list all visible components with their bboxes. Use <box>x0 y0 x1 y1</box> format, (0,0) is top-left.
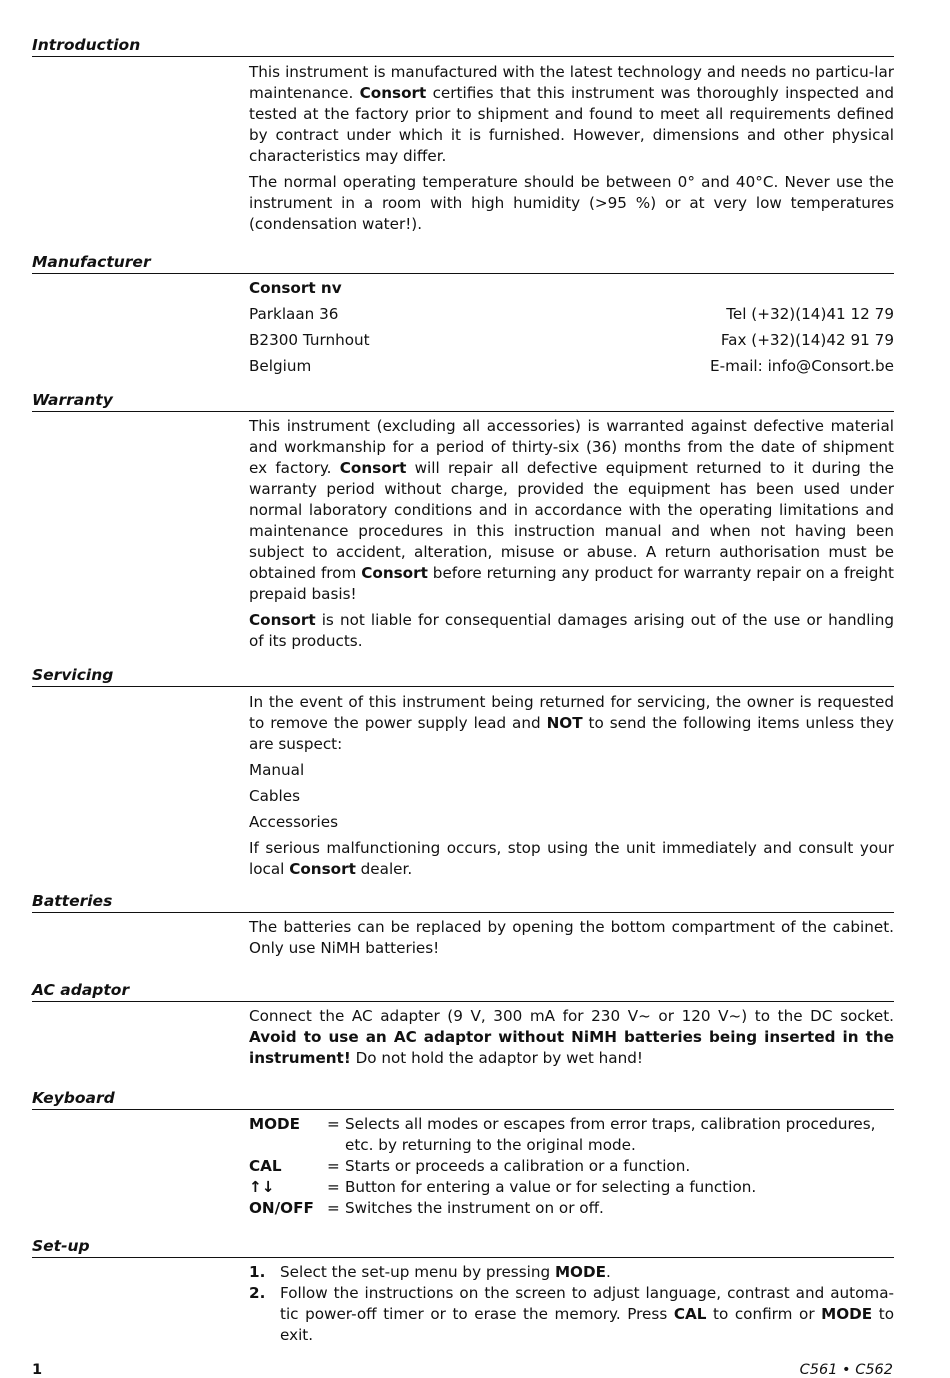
company-name: Consort nv <box>249 279 342 297</box>
section-heading-keyboard: Keyboard <box>32 1089 894 1110</box>
keyboard-row-onoff: ON/OFF = Switches the instrument on or off. <box>249 1199 604 1217</box>
address-row: B2300 Turnhout Fax (+32)(14)42 91 79 <box>249 330 894 356</box>
section-heading-servicing: Servicing <box>32 666 894 687</box>
servicing-body <box>249 692 894 885</box>
key-on-off: ON/OFF <box>249 1199 314 1217</box>
introduction-paragraph-1: This instrument is manufactured with the latest technology and needs no particu-lar maintenance. Consort certifies that this instrument was thoroughly inspected and tested at the factory prior to shipment and found to meet all requirements defined by contract under which it is furnished. However, dimensions and other physical characteristics may differ. <box>249 63 894 165</box>
keyboard-row-mode: MODE = Selects all modes or escapes from error traps, calibration procedures, etc. by returning to the original mode. <box>249 1115 876 1154</box>
list-item: Accessories <box>249 813 339 831</box>
address-row: Parklaan 36 Tel (+32)(14)41 12 79 <box>249 304 894 330</box>
list-item: Manual <box>249 761 305 779</box>
email-address: E-mail: info@Consort.be <box>710 357 894 375</box>
up-down-arrows-icon: ↑↓ <box>249 1178 275 1196</box>
manufacturer-body <box>249 278 894 382</box>
setup-step-1: 1. Select the set-up menu by pressing MODE. <box>249 1263 611 1281</box>
phone-number: Tel (+32)(14)41 12 79 <box>726 305 894 323</box>
page-number: 1 <box>32 1362 43 1378</box>
ac-adaptor-body <box>249 1006 894 1074</box>
warranty-paragraph-2: Consort is not liable for consequential damages arising out of the use or handling of its products. <box>249 611 894 650</box>
setup-body <box>249 1262 894 1346</box>
section-heading-batteries: Batteries <box>32 892 894 913</box>
key-cal: CAL <box>249 1157 282 1175</box>
model-number: C561 • C562 <box>799 1362 893 1378</box>
batteries-paragraph: The batteries can be replaced by opening the bottom compartment of the cabinet. Only use NiMH batteries! <box>249 918 894 957</box>
servicing-paragraph-1: In the event of this instrument being returned for servicing, the owner is requested to remove the power supply lead and NOT to send the following items unless they are suspect: <box>249 693 894 753</box>
warranty-paragraph-1: This instrument (excluding all accessories) is warranted against defective material and workmanship for a period of thirty-six (36) months from the date of shipment ex factory. Consort will repair all defective equipment returned to it during the warranty period without charge, provided the equipment has been used under normal laboratory conditions and in accordance with the operating limitations and maintenance procedures in this instruction manual and when not having been subject to accident, alteration, misuse or abuse. A return authorisation must be obtained from Consort before returning any product for warranty repair on a freight prepaid basis! <box>249 417 894 603</box>
section-heading-warranty: Warranty <box>32 391 894 412</box>
keyboard-row-cal: CAL = Starts or proceeds a calibration or a function. <box>249 1157 691 1175</box>
introduction-paragraph-2: The normal operating temperature should be between 0° and 40°C. Never use the instrument in a room with high humidity (>95 %) or at very low temperatures (condensation water!). <box>249 173 894 233</box>
batteries-body <box>249 917 894 964</box>
list-item: Cables <box>249 787 301 805</box>
address-row: Belgium E-mail: info@Consort.be <box>249 356 894 382</box>
ac-adaptor-paragraph: Connect the AC adapter (9 V, 300 mA for 230 V~ or 120 V~) to the DC socket. Avoid to use an AC adaptor without NiMH batteries being inserted in the instrument! Do not hold the adaptor by wet hand! <box>249 1007 894 1067</box>
company-name-row <box>249 278 894 304</box>
section-heading-manufacturer: Manufacturer <box>32 253 894 274</box>
warranty-body <box>249 416 894 657</box>
section-heading-ac-adaptor: AC adaptor <box>32 981 894 1002</box>
introduction-body <box>249 62 894 240</box>
key-mode: MODE <box>249 1115 301 1133</box>
section-heading-setup: Set-up <box>32 1237 894 1258</box>
keyboard-row-arrows: ↑↓ = Button for entering a value or for selecting a function. <box>249 1178 757 1196</box>
servicing-paragraph-2: If serious malfunctioning occurs, stop using the unit immediately and consult your local Consort dealer. <box>249 839 894 878</box>
fax-number: Fax (+32)(14)42 91 79 <box>720 331 894 349</box>
keyboard-body <box>249 1114 894 1219</box>
section-heading-introduction: Introduction <box>32 36 894 57</box>
setup-step-2: 2. Follow the instructions on the screen to adjust language, contrast and automa-tic power-off timer or to erase the memory. Press CAL to confirm or MODE to exit. <box>249 1284 895 1344</box>
